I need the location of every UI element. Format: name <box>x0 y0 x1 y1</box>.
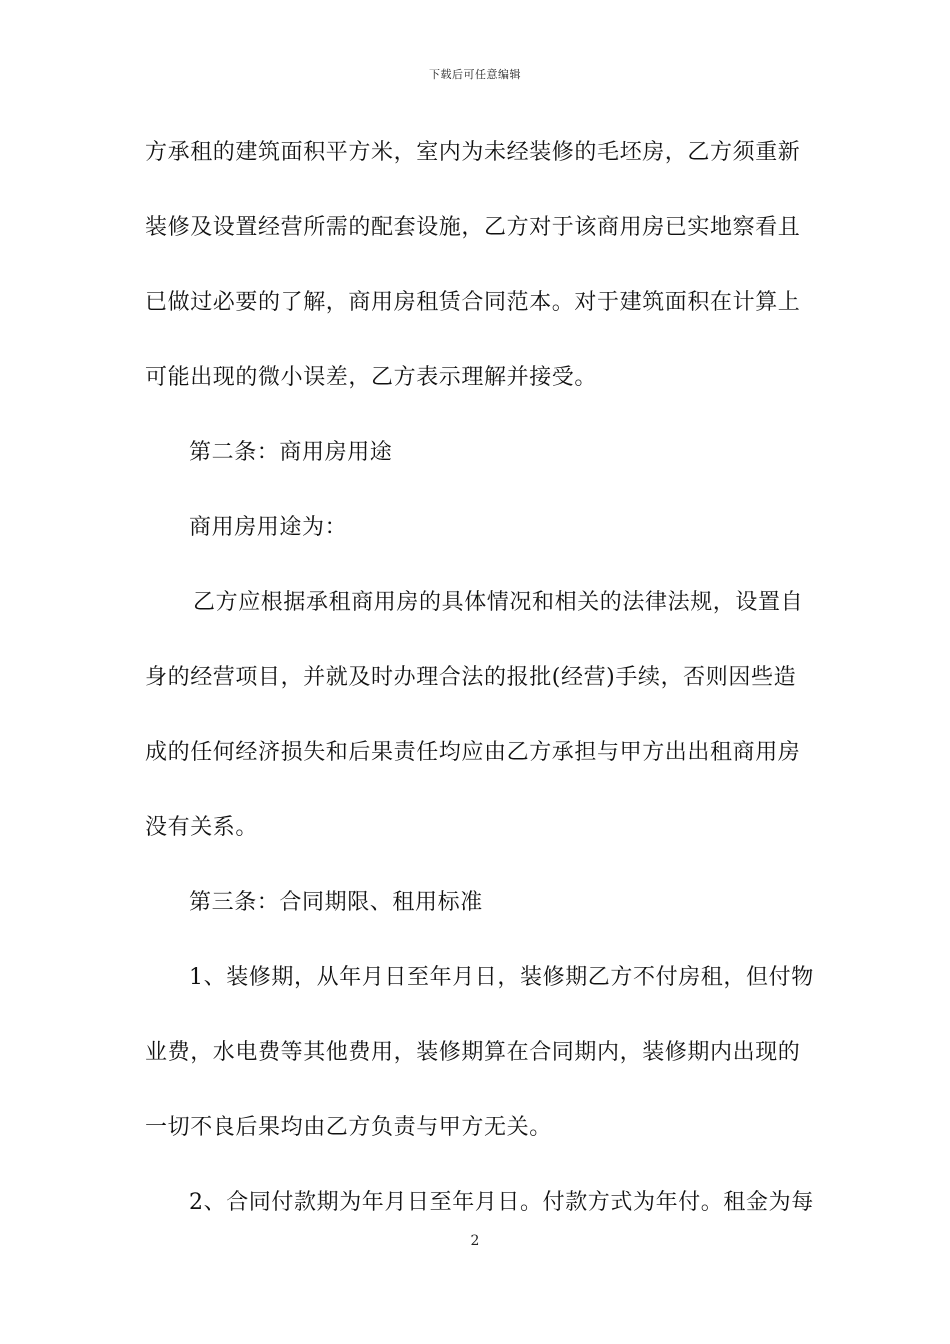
body-line-9: 成的任何经济损失和后果责任均应由乙方承担与甲方出出租商用房 <box>145 740 801 765</box>
body-line-1: 方承租的建筑面积平方米，室内为未经装修的毛坯房，乙方须重新 <box>145 140 801 165</box>
section-heading-article-3: 第三条：合同期限、租用标准 <box>189 890 483 915</box>
body-line-10: 没有关系。 <box>145 815 259 840</box>
body-line-usage: 商用房用途为： <box>189 515 348 540</box>
document-body <box>145 128 814 1253</box>
body-line-7: 乙方应根据承租商用房的具体情况和相关的法律法规，设置自 <box>193 590 804 615</box>
body-line-15: 2、合同付款期为年月日至年月日。付款方式为年付。租金为每 <box>189 1190 814 1215</box>
body-line-14: 一切不良后果均由乙方负责与甲方无关。 <box>145 1115 552 1140</box>
page-number: 2 <box>470 1233 480 1249</box>
body-line-2: 装修及设置经营所需的配套设施，乙方对于该商用房已实地察看且 <box>145 215 801 240</box>
body-line-13: 业费，水电费等其他费用，装修期算在合同期内，装修期内出现的 <box>145 1040 801 1065</box>
body-line-3: 已做过必要的了解，商用房租赁合同范本。对于建筑面积在计算上 <box>145 290 801 315</box>
body-line-8: 身的经营项目，并就及时办理合法的报批(经营)手续，否则因些造 <box>145 665 797 690</box>
body-line-4: 可能出现的微小误差，乙方表示理解并接受。 <box>145 365 598 390</box>
page-header: 下载后可任意编辑 <box>429 68 521 81</box>
body-line-12: 1、装修期，从年月日至年月日，装修期乙方不付房租，但付物 <box>189 965 814 990</box>
section-heading-article-2: 第二条：商用房用途 <box>189 440 393 465</box>
